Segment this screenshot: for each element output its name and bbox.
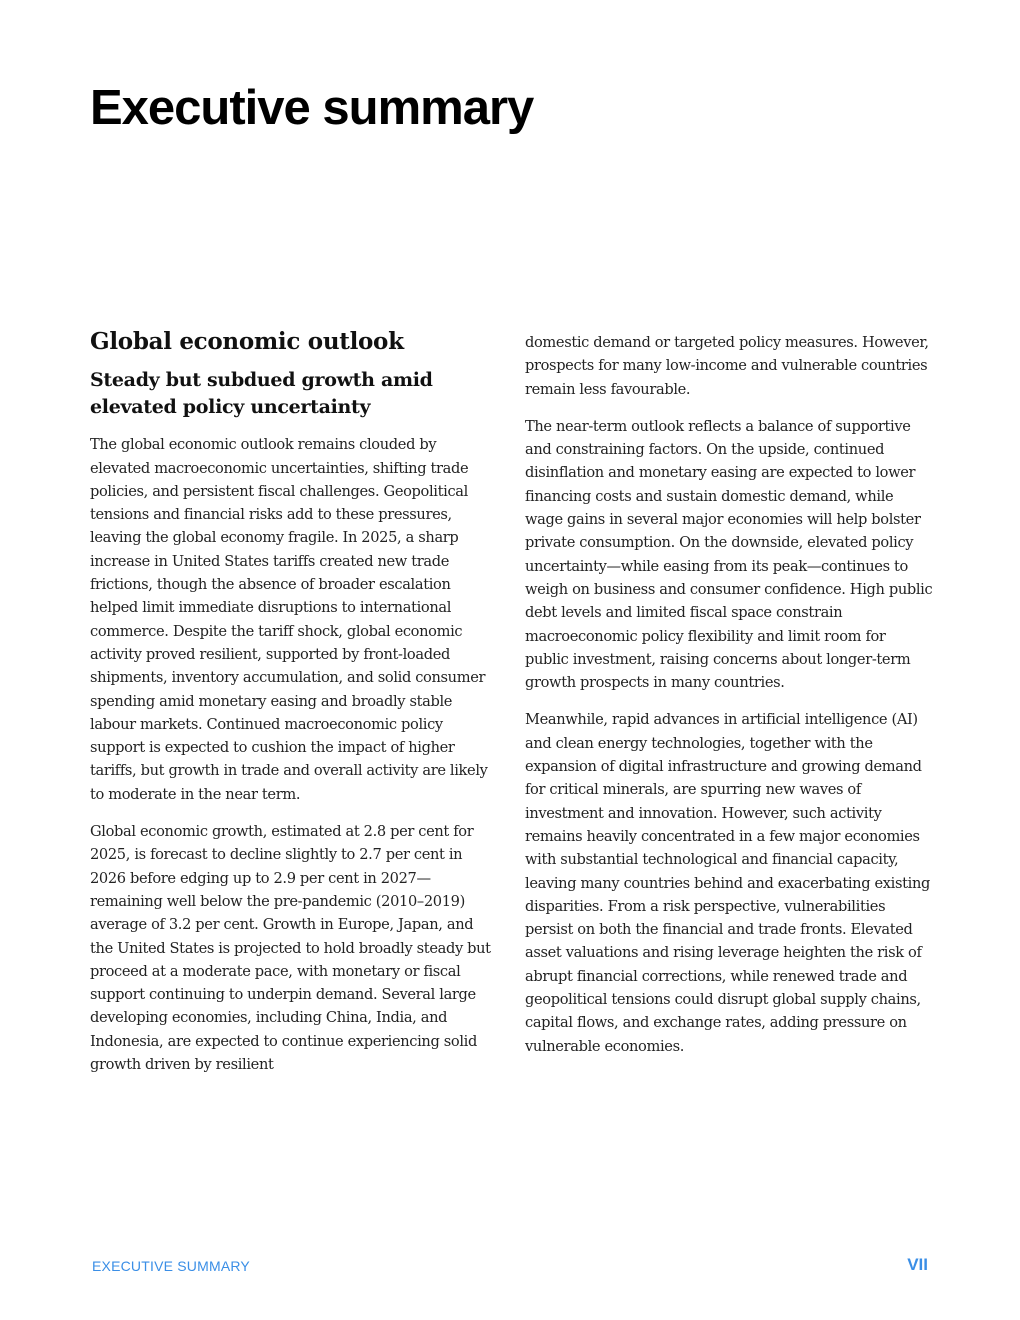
body-paragraph: The global economic outlook remains clouded by elevated macroeconomic uncertainties, shifting trade policies, and persistent fiscal challenges. Geopolitical tensions and financial risks add to these pressures, leaving the global economy fragile. In 2025, a sharp increase in United States tariffs created new trade frictions, though the absence of broader escalation helped limit immediate disruptions to international commerce. Despite the tariff shock, global economic activity proved resilient, supported by front-loaded shipments, inventory accumulation, and solid consumer spending amid monetary easing and broadly stable labour markets. Continued macroeconomic policy support is expected to cushion the impact of higher tariffs, but growth in trade and overall activity are likely to moderate in the near term.: [90, 436, 488, 803]
footer-section-label: EXECUTIVE SUMMARY: [92, 1258, 250, 1274]
section-heading: Global economic outlook: [90, 328, 404, 355]
left-column: [90, 330, 492, 1090]
body-paragraph: The near-term outlook reflects a balance of supportive and constraining factors. On the upside, continued disinflation and monetary easing are expected to lower financing costs and sustain domestic demand, while wage gains in several major economies will help bolster private consumption. On the downside, elevated policy uncertainty—while easing from its peak—continues to weigh on business and consumer confidence. High public debt levels and limited fiscal space constrain macroeconomic policy flexibility and limit room for public investment, raising concerns about longer-term growth prospects in many countries.: [525, 417, 933, 692]
body-paragraph: Global economic growth, estimated at 2.8 per cent for 2025, is forecast to decline slightly to 2.7 per cent in 2026 before edging up to 2.9 per cent in 2027—remaining well below the pre-pandemic (2010–2019) average of 3.2 per cent. Growth in Europe, Japan, and the United States is projected to hold broadly steady but proceed at a moderate pace, with monetary or fiscal support continuing to underpin demand. Several large developing economies, including China, India, and Indonesia, are expected to continue experiencing solid growth driven by resilient: [90, 823, 491, 1074]
body-paragraph: domestic demand or targeted policy measures. However, prospects for many low-income and vulnerable countries remain less favourable.: [525, 334, 929, 398]
section-subheading: Steady but subdued growth amid elevated policy uncertainty: [90, 369, 433, 419]
body-paragraph: Meanwhile, rapid advances in artificial intelligence (AI) and clean energy technologies, together with the expansion of digital infrastructure and growing demand for critical minerals, are spurring new waves of investment and innovation. However, such activity remains heavily concentrated in a few major economies with substantial technological and financial capacity, leaving many countries behind and exacerbating existing disparities. From a risk perspective, vulnerabilities persist on both the financial and trade fronts. Elevated asset valuations and rising leverage heighten the risk of abrupt financial corrections, while renewed trade and geopolitical tensions could disrupt global supply chains, capital flows, and exchange rates, adding pressure on vulnerable economies.: [525, 711, 931, 1055]
page-title: Executive summary: [90, 81, 534, 135]
right-column: [525, 331, 933, 1072]
page-number: VII: [907, 1255, 928, 1274]
